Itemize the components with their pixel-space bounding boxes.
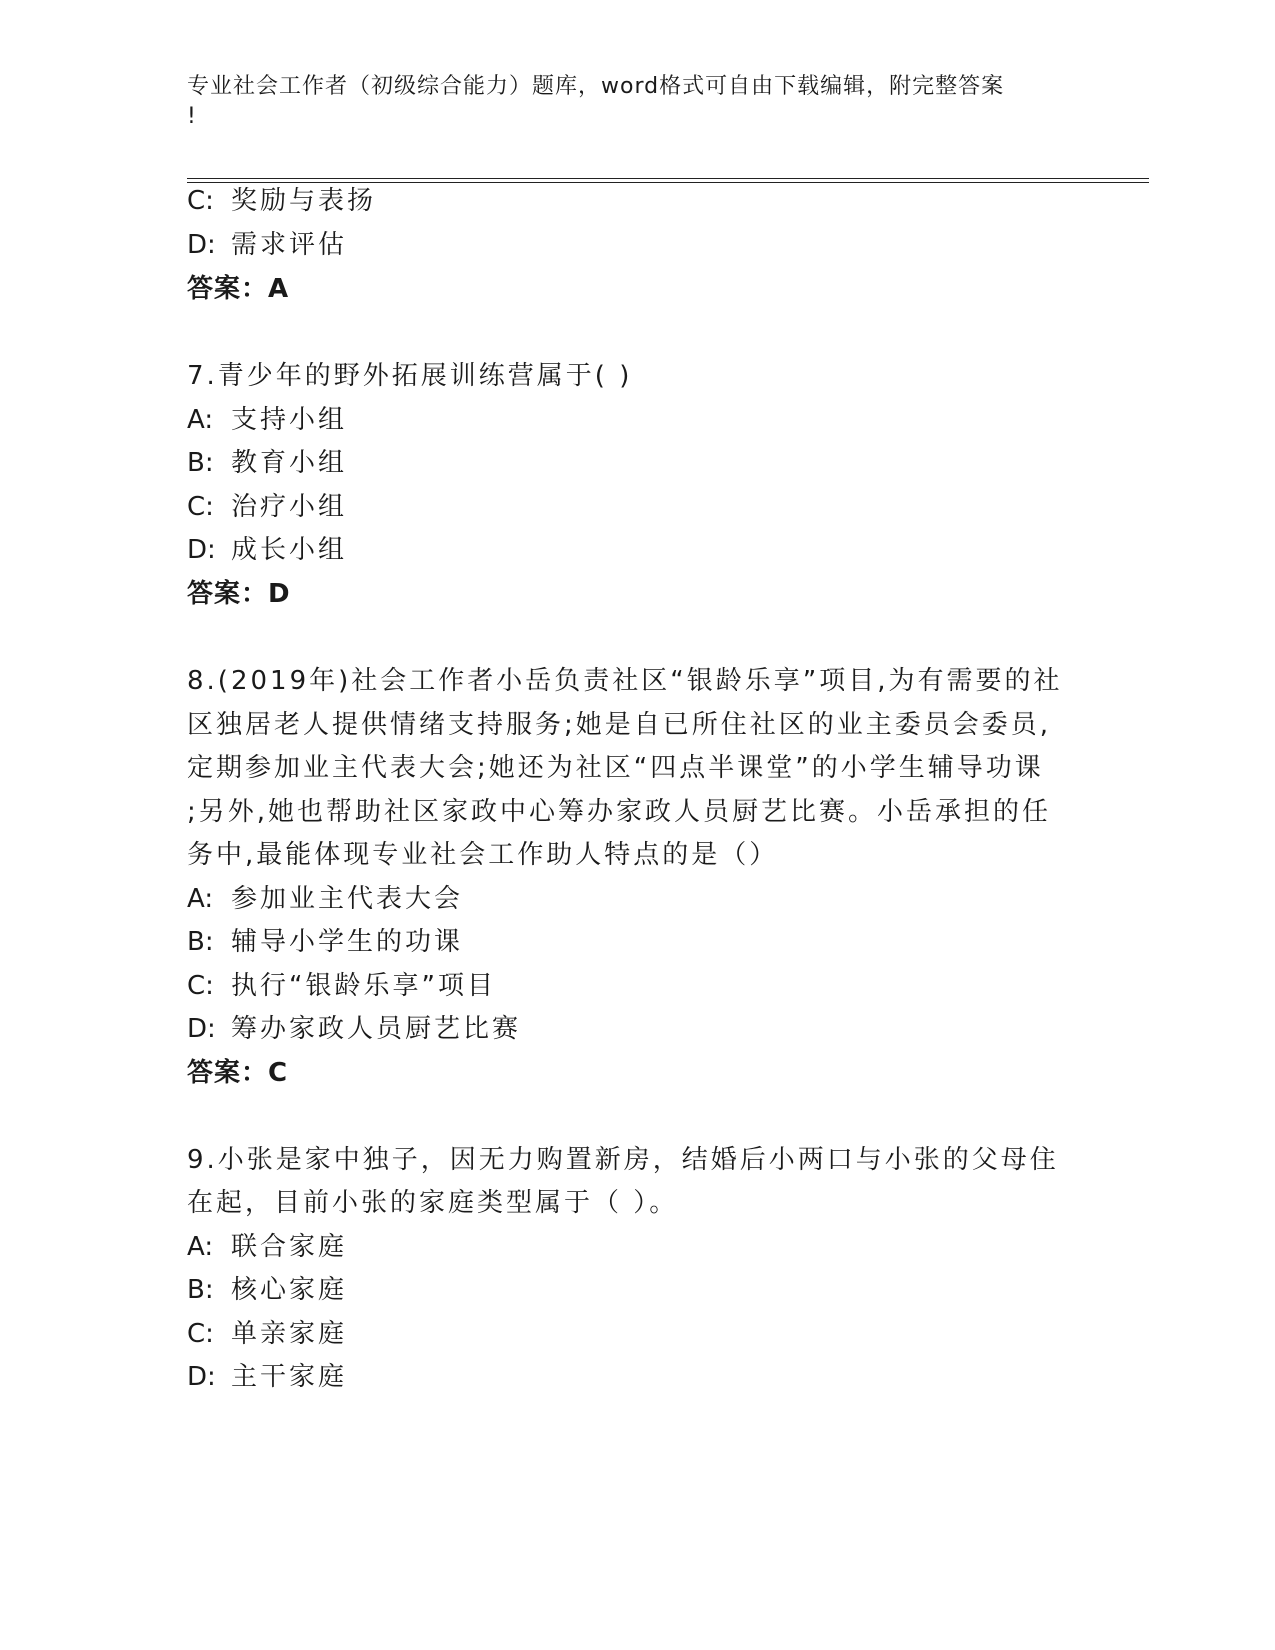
question-stem: 7.青少年的野外拓展训练营属于( ) [187,361,633,391]
answer-line: 答案：A [187,274,290,304]
question-stem-line: 务中,最能体现专业社会工作助人特点的是（） [187,840,779,870]
option-a [187,879,463,919]
option-d [187,1357,347,1397]
option-letter: D: [187,1014,216,1044]
option-text: 治疗小组 [231,492,348,522]
question-stem-line: 9.小张是家中独子，因无力购置新房，结婚后小两口与小张的父母住 [187,1145,1059,1175]
option-text: 需求评估 [231,230,348,260]
option-a [187,1227,347,1267]
option-text: 支持小组 [231,405,348,435]
option-c [187,487,347,527]
header-title-continuation: ! [187,104,197,129]
option-b [187,1270,347,1310]
option-text: 执行“银龄乐享”项目 [231,971,496,1001]
option-text: 主干家庭 [231,1362,348,1392]
option-letter: A: [187,405,214,435]
option-letter: C: [187,971,214,1001]
option-letter: A: [187,884,214,914]
option-text: 联合家庭 [231,1232,348,1262]
option-letter: B: [187,448,214,478]
option-c [187,1314,347,1354]
question-stem-line: 区独居老人提供情绪支持服务;她是自已所住社区的业主委员会委员, [187,710,1052,740]
header-title: 专业社会工作者（初级综合能力）题库，word格式可自由下载编辑，附完整答案 [187,74,1005,99]
option-letter: C: [187,186,214,216]
answer-line: 答案：D [187,579,291,609]
option-letter: D: [187,1362,216,1392]
question-stem-line: 8.(2019年)社会工作者小岳负责社区“银龄乐享”项目,为有需要的社 [187,666,1063,696]
option-text: 参加业主代表大会 [231,884,464,914]
option-letter: D: [187,535,216,565]
option-letter: C: [187,1319,214,1349]
option-letter: D: [187,230,216,260]
option-text: 筹办家政人员厨艺比赛 [231,1014,522,1044]
question-stem-line: ;另外,她也帮助社区家政中心筹办家政人员厨艺比赛。小岳承担的任 [187,797,1052,827]
header-rule-top [187,178,1149,179]
option-d [187,225,347,265]
option-letter: A: [187,1232,214,1262]
option-text: 单亲家庭 [231,1319,348,1349]
option-text: 奖励与表扬 [231,186,377,216]
option-letter: B: [187,927,214,957]
question-stem-line: 定期参加业主代表大会;她还为社区“四点半课堂”的小学生辅导功课 [187,753,1044,783]
option-c [187,181,376,221]
page-header [187,72,1087,132]
option-letter: B: [187,1275,214,1305]
option-d [187,1009,521,1049]
answer-line: 答案：C [187,1058,289,1088]
option-b [187,922,463,962]
option-b [187,443,347,483]
question-stem-line: 在起，目前小张的家庭类型属于（ ）。 [187,1188,679,1218]
option-text: 辅导小学生的功课 [231,927,464,957]
option-text: 教育小组 [231,448,348,478]
option-letter: C: [187,492,214,522]
option-c [187,966,496,1006]
option-text: 成长小组 [231,535,348,565]
option-a [187,400,347,440]
option-text: 核心家庭 [231,1275,348,1305]
option-d [187,530,347,570]
